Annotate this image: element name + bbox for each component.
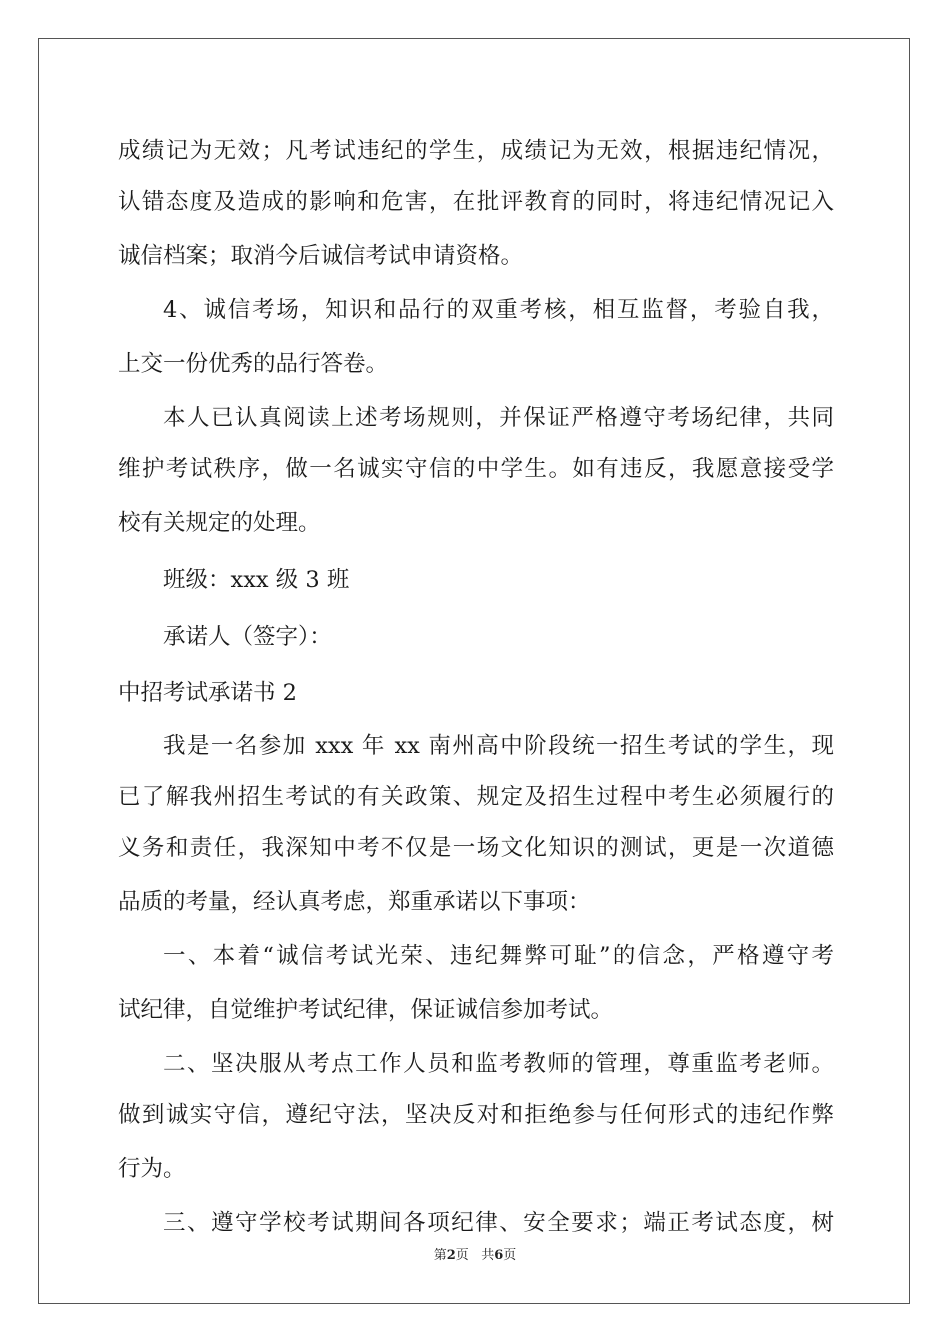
text-line: 成绩记为无效；凡考试违纪的学生，成绩记为无效，根据违纪情况， (118, 138, 834, 164)
text-line: 已了解我州招生考试的有关政策、规定及招生过程中考生必须履行的 (118, 784, 834, 810)
text-line: 我是一名参加 xxx 年 xx 南州高中阶段统一招生考试的学生，现 (163, 733, 834, 759)
text-line: 本人已认真阅读上述考场规则，并保证严格遵守考场纪律，共同 (163, 405, 834, 431)
page-prefix: 第 (433, 1248, 447, 1263)
text-line: 试纪律，自觉维护考试纪律，保证诚信参加考试。 (118, 997, 614, 1023)
text-line: 维护考试秩序，做一名诚实守信的中学生。如有违反，我愿意接受学 (118, 456, 834, 482)
text-line: 认错态度及造成的影响和危害，在批评教育的同时，将违纪情况记入 (118, 189, 834, 215)
text-line: 做到诚实守信，遵纪守法，坚决反对和拒绝参与任何形式的违纪作弊 (118, 1102, 834, 1128)
text-line: 品质的考量，经认真考虑，郑重承诺以下事项： (118, 889, 591, 915)
text-line: 行为。 (118, 1156, 186, 1182)
document-body (118, 126, 834, 1249)
page-footer (0, 1244, 950, 1263)
text-line: 一、本着“诚信考试光荣、违纪舞弊可耻”的信念，严格遵守考 (163, 943, 834, 969)
text-line: 义务和责任，我深知中考不仅是一场文化知识的测试，更是一次道德 (118, 835, 834, 861)
text-line: 上交一份优秀的品行答卷。 (118, 351, 389, 377)
text-line: 三、遵守学校考试期间各项纪律、安全要求；端正考试态度，树 (163, 1210, 834, 1236)
page-mid: 页 共 (455, 1248, 495, 1263)
section-title: 中招考试承诺书 2 (118, 680, 297, 706)
text-line: 4、诚信考场，知识和品行的双重考核，相互监督，考验自我， (163, 297, 834, 323)
page-suffix: 页 (503, 1248, 517, 1263)
text-line: 校有关规定的处理。 (118, 510, 321, 536)
total-page-number: 6 (494, 1248, 504, 1263)
class-line: 班级：xxx 级 3 班 (163, 567, 350, 593)
text-line: 二、坚决服从考点工作人员和监考教师的管理，尊重监考老师。 (163, 1051, 834, 1077)
signature-line: 承诺人（签字）： (163, 624, 332, 650)
current-page-number: 2 (446, 1248, 456, 1263)
text-line: 诚信档案；取消今后诚信考试申请资格。 (118, 243, 524, 269)
